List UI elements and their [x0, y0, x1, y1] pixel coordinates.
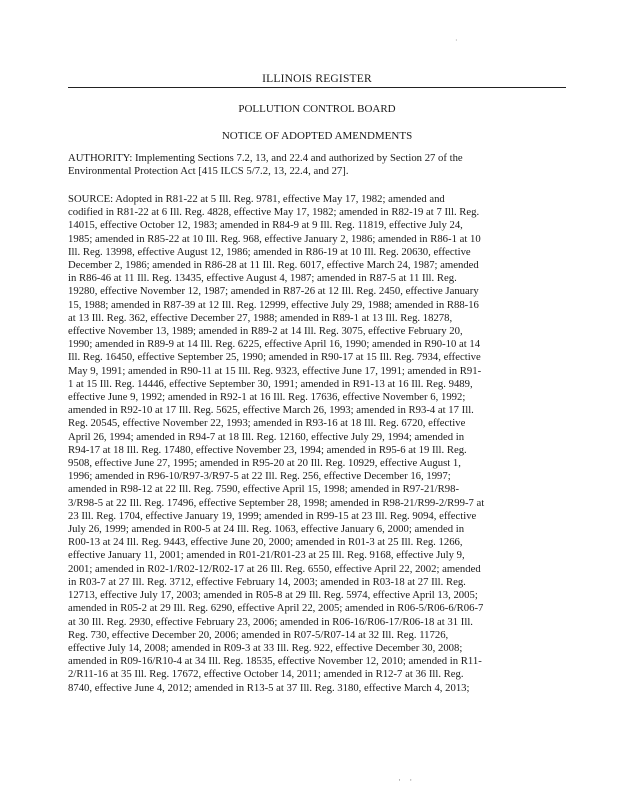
page-header [68, 72, 566, 143]
board-name: POLLUTION CONTROL BOARD [238, 103, 396, 115]
authority-paragraph [68, 152, 562, 178]
source-line: effective July 14, 2008; amended in R09-3 at 33 Ill. Reg. 922, effective December 30, 2008; [68, 641, 463, 654]
authority-line: AUTHORITY: Implementing Sections 7.2, 13, and 22.4 and authorized by Section 27 of the [68, 152, 463, 164]
source-line: at 30 Ill. Reg. 2930, effective February 23, 2006; amended in R06-16/R06-17/R06-18 at 31 Ill. [68, 615, 473, 628]
source-line: July 26, 1999; amended in R00-5 at 24 Ill. Reg. 1063, effective January 6, 2000; amended in [68, 523, 465, 536]
source-line: April 26, 1994; amended in R94-7 at 18 Ill. Reg. 12160, effective July 29, 1994; amended in [68, 430, 465, 443]
source-line: 1990; amended in R89-9 at 14 Ill. Reg. 6225, effective April 16, 1990; amended in R90-10 at 14 [68, 338, 481, 351]
header-rule [68, 87, 566, 88]
source-line: 1 at 15 Ill. Reg. 14446, effective September 30, 1991; amended in R91-13 at 16 Ill. Reg. 9489, [68, 377, 473, 390]
source-line: 1985; amended in R85-22 at 10 Ill. Reg. 968, effective January 2, 1986; amended in R86-1 at 10 [68, 232, 481, 245]
source-line: Reg. 730, effective December 20, 2006; amended in R07-5/R07-14 at 32 Ill. Reg. 11726, [68, 628, 449, 641]
source-line: R94-17 at 18 Ill. Reg. 17480, effective November 23, 1994; amended in R95-6 at 19 Ill. Reg. [68, 443, 467, 456]
source-line: SOURCE: Adopted in R81-22 at 5 Ill. Reg. 9781, effective May 17, 1982; amended and [68, 193, 445, 205]
source-paragraph [68, 193, 562, 695]
source-line: 23 Ill. Reg. 1704, effective January 19, 1999; amended in R99-15 at 23 Ill. Reg. 9094, effective [68, 509, 477, 522]
source-line: amended in R92-10 at 17 Ill. Reg. 5625, effective March 26, 1993; amended in R93-4 at 17 Ill. [68, 404, 474, 417]
source-line: 15, 1988; amended in R87-39 at 12 Ill. Reg. 12999, effective July 29, 1988; amended in R88-16 [68, 298, 479, 311]
source-line: effective June 9, 1992; amended in R92-1 at 16 Ill. Reg. 17636, effective November 6, 1992; [68, 391, 466, 404]
source-line: R00-13 at 24 Ill. Reg. 9443, effective June 20, 2000; amended in R01-3 at 25 Ill. Reg. 1266, [68, 536, 463, 549]
source-line: amended in R09-16/R10-4 at 34 Ill. Reg. 18535, effective November 12, 2010; amended in R11- [68, 655, 482, 668]
source-line: 3/R98-5 at 22 Ill. Reg. 17496, effective September 28, 1998; amended in R98-21/R99-2/R99-7 at [68, 496, 485, 509]
source-line: codified in R81-22 at 6 Ill. Reg. 4828, effective May 17, 1982; amended in R82-19 at 7 Ill. Reg. [68, 206, 480, 219]
source-line: in R03-7 at 27 Ill. Reg. 3712, effective February 14, 2003; amended in R03-18 at 27 Ill. Reg. [68, 575, 466, 588]
source-line: December 2, 1986; amended in R86-28 at 11 Ill. Reg. 6017, effective March 24, 1987; amended [68, 259, 479, 272]
source-line: effective November 13, 1989; amended in R89-2 at 14 Ill. Reg. 3075, effective February 20, [68, 325, 463, 338]
source-line: at 13 Ill. Reg. 362, effective December 27, 1988; amended in R89-1 at 13 Ill. Reg. 18278, [68, 311, 453, 324]
source-line: 2001; amended in R02-1/R02-12/R02-17 at 26 Ill. Reg. 6550, effective April 22, 2002; amended [68, 562, 481, 575]
source-line: 8740, effective June 4, 2012; amended in R13-5 at 37 Ill. Reg. 3180, effective March 4, 2013; [68, 681, 470, 694]
scan-dots: · · [398, 775, 416, 785]
source-line: 1996; amended in R96-10/R97-3/R97-5 at 22 Ill. Reg. 256, effective December 16, 1997; [68, 470, 451, 483]
source-line: effective January 11, 2001; amended in R01-21/R01-23 at 25 Ill. Reg. 9168, effective July 9, [68, 549, 465, 562]
source-line: 2/R11-16 at 35 Ill. Reg. 17672, effective October 14, 2011; amended in R12-7 at 36 Ill. Reg. [68, 668, 464, 681]
source-line: Reg. 20545, effective November 22, 1993; amended in R93-16 at 18 Ill. Reg. 6720, effective [68, 417, 466, 430]
scan-speck: · [455, 36, 458, 45]
source-line: May 9, 1991; amended in R90-11 at 15 Ill. Reg. 9323, effective June 17, 1991; amended in R91- [68, 364, 482, 377]
source-line: in R86-46 at 11 Ill. Reg. 13435, effective August 4, 1987; amended in R87-5 at 11 Ill. Reg. [68, 272, 457, 285]
source-line: Ill. Reg. 16450, effective September 25, 1990; amended in R90-17 at 15 Ill. Reg. 7934, effective [68, 351, 481, 364]
source-line: 19280, effective November 12, 1987; amended in R87-26 at 12 Ill. Reg. 2450, effective January [68, 285, 479, 298]
source-line: Ill. Reg. 13998, effective August 12, 1986; amended in R86-19 at 10 Ill. Reg. 20630, effective [68, 245, 471, 258]
source-line: 9508, effective June 27, 1995; amended in R95-20 at 20 Ill. Reg. 10929, effective August 1, [68, 457, 461, 470]
source-line: 12713, effective July 17, 2003; amended in R05-8 at 29 Ill. Reg. 5974, effective April 13, 2005; [68, 589, 478, 602]
register-title: ILLINOIS REGISTER [262, 73, 372, 85]
authority-line: Environmental Protection Act [415 ILCS 5/7.2, 13, 22.4, and 27]. [68, 165, 349, 178]
notice-title: NOTICE OF ADOPTED AMENDMENTS [221, 130, 413, 142]
source-line: amended in R05-2 at 29 Ill. Reg. 6290, effective April 22, 2005; amended in R06-5/R06-6/R06-7 [68, 602, 484, 615]
source-line: amended in R98-12 at 22 Ill. Reg. 7590, effective April 15, 1998; amended in R97-21/R98- [68, 483, 460, 496]
source-line: 14015, effective October 12, 1983; amended in R84-9 at 9 Ill. Reg. 11819, effective July 24, [68, 219, 463, 232]
